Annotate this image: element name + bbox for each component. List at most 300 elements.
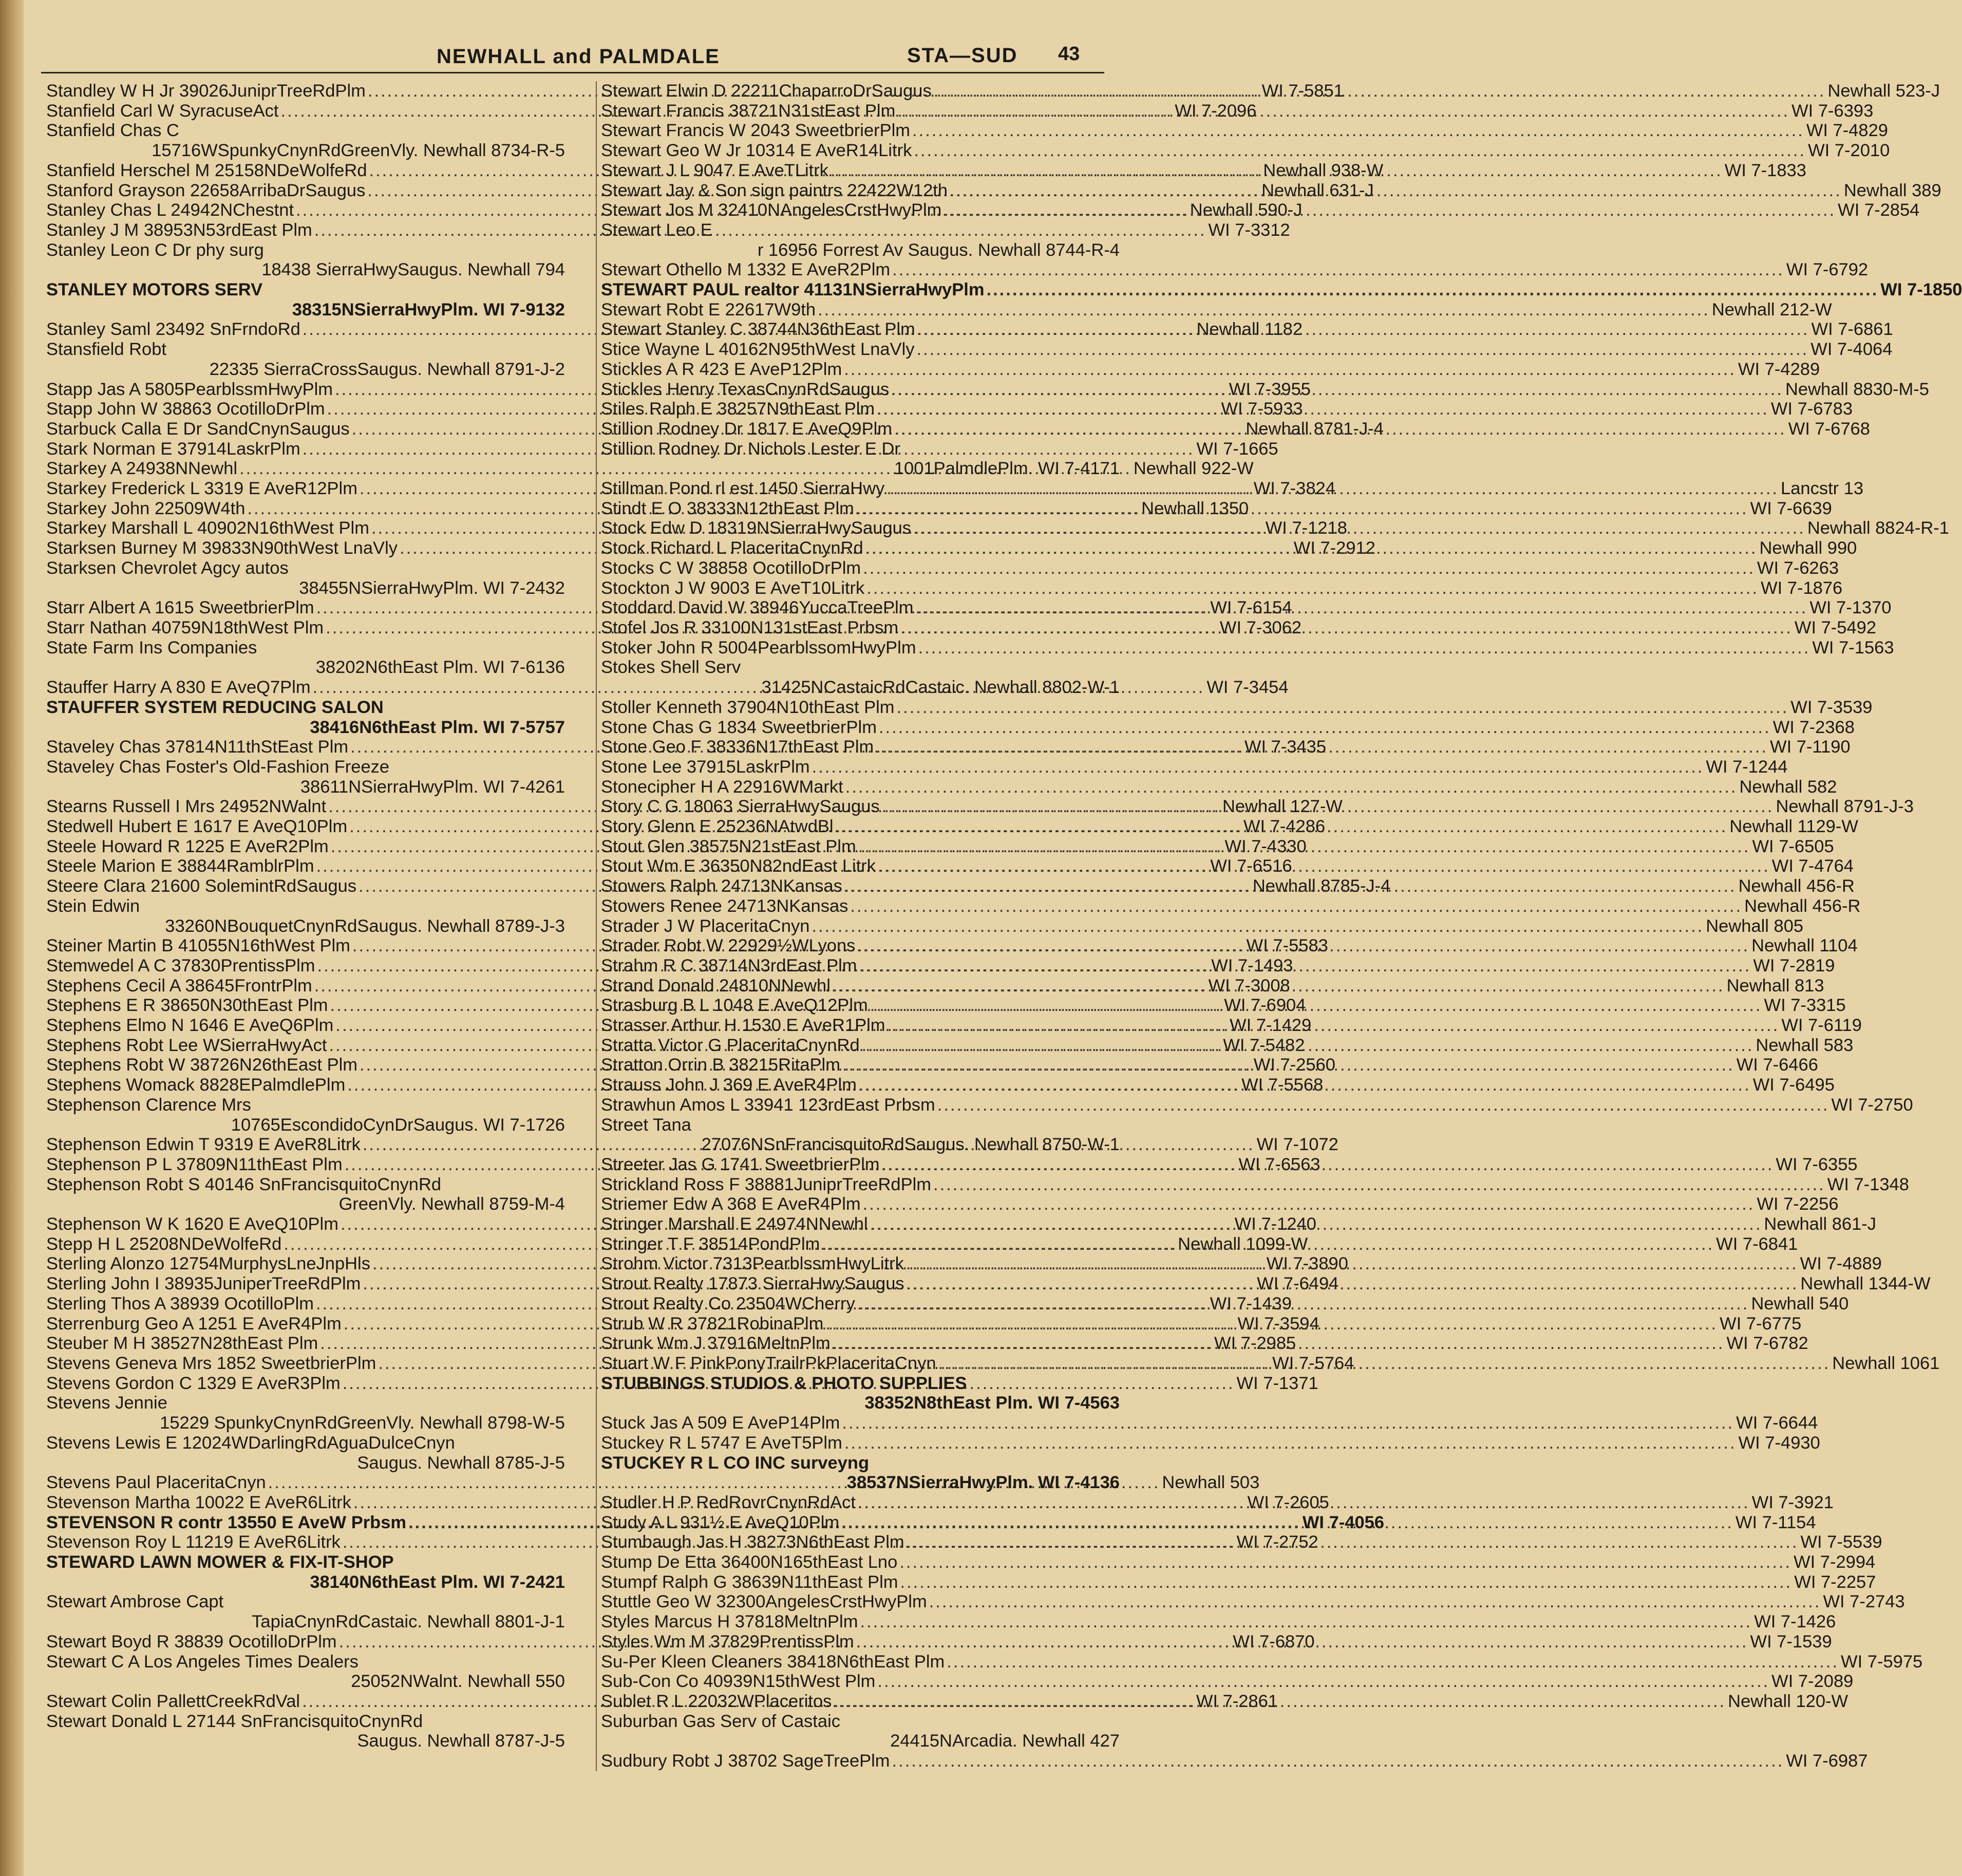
listing-continuation [46,1194,565,1214]
leader-dots [900,618,1793,638]
leader-dots [886,479,1779,499]
listing-phone: WI 7-3539 [1790,697,1873,717]
listing-phone: Newhall 523-J [1827,81,1940,101]
leader-dots [892,260,1784,280]
listing-continuation [46,141,565,161]
listing-phone: WI 7-1072 [1256,1135,1338,1155]
listing-entry [601,1712,1120,1751]
listing-phone: WI 7-4064 [1810,340,1893,360]
listing-line [601,1413,1818,1433]
listing-phone: WI 7-2256 [1757,1194,1839,1214]
listing-name: STUCKEY R L CO INC surveyng [601,1453,870,1473]
listing-name: Strohm Victor 7313PearblssmHwyLitrk [601,1254,904,1274]
listing-phone: Newhall 8787-J-5 [427,1731,565,1751]
listing-name: Starksen Burney M 39833N90thWest LnaVly [46,538,398,558]
listing-line [601,260,1869,280]
listing-phone: WI 7-1493 [1211,955,1293,975]
listing-phone: WI 7-6495 [1752,1075,1835,1095]
listing-entry [601,1572,1876,1592]
listing-address: 15716WSpunkyCnynRdGreenVly [152,141,413,161]
leader-dots [818,300,1710,320]
listing-name: Sterrenburg Geo A 1251 E AveR4Plm [46,1314,342,1334]
listing-entry [601,1194,1839,1214]
listing-phone: WI 7-2854 [1838,200,1920,220]
listing-phone: Newhall 212-W [1711,299,1832,320]
listing-continuation [46,718,565,738]
listing-name: Stephens Robt Lee WSierraHwyAct [46,1035,327,1055]
listing-continuation [46,1731,565,1751]
leader-dots [937,1095,1829,1115]
listing-phone: Newhall 938-W [1263,160,1384,180]
listing-separator: . [473,717,483,737]
leader-dots [897,101,1789,121]
listing-phone: WI 7-1218 [1265,518,1347,538]
listing-phone: WI 7-6904 [1224,996,1306,1016]
listing-continuation [46,1453,565,1473]
listing-phone: WI 7-3824 [1253,479,1335,499]
listing-address: 38416N6thEast Plm [310,717,474,737]
listing-phone: WI 7-4136 [1037,1473,1120,1493]
listing-name: Stone Lee 37915LaskrPlm [601,757,810,777]
listing-name: Stephenson Clarence Mrs [46,1095,251,1115]
listing-phone: WI 7-2421 [483,1572,565,1592]
listing-name: Stumbaugh Jas H 38273N6thEast Plm [601,1532,904,1552]
listing-entry [601,697,1873,718]
listing-phone: WI 7-4289 [1738,359,1820,379]
listing-entry [601,1672,1854,1692]
leader-dots [858,1493,1750,1513]
listing-phone: Newhall 550 [467,1672,565,1692]
listing-phone: Newhall 590-J [1190,200,1303,220]
listing-name: Stedwell Hubert E 1617 E AveQ10Plm [46,817,348,837]
listing-name: Stephenson Robt S 40146 SnFrancisquitoCnynRd [46,1174,442,1194]
listing-phone: Newhall 8744-R-4 [977,240,1120,260]
listing-name: Stewart J L 9047 E AveTLitrk [601,160,828,180]
listing-name: Stephens Elmo N 1646 E AveQ6Plm [46,1016,334,1036]
listing-name: Stuart W F PinkPonyTrailrPkPlaceritaCnyn [601,1354,936,1373]
listing-phone: WI 7-3062 [1219,617,1302,637]
listing-continuation [601,459,1120,479]
listing-name: Steele Howard R 1225 E AveR2Plm [46,836,329,856]
listing-phone: WI 7-6782 [1726,1334,1808,1354]
listing-phone: WI 7-1348 [1827,1174,1909,1194]
listing-separator: . [473,658,483,678]
listing-phone: WI 7-5851 [1261,81,1344,101]
listing-entry [46,896,565,936]
listing-name: Stock Edw D 18319NSierraHwySaugus [601,518,912,538]
listing-name: Stephenson P L 37809N11thEast Plm [46,1154,343,1174]
leader-dots [812,916,1704,936]
listing-name: Strader J W PlaceritaCnyn [601,916,810,936]
listing-phone: WI 7-1240 [1234,1214,1316,1234]
listing-name: Stewart Stanley C 38744N36thEast Plm [601,320,915,340]
listing-line [601,1433,1820,1453]
listing-address: 38202N6thEast Plm [315,658,474,678]
listing-phone: Newhall 8802-W-1 [974,678,1120,698]
listing-address: 31425NCastaicRdCastaic [761,678,965,698]
listing-phone: WI 7-6505 [1752,836,1834,856]
listing-phone: Newhall 540 [1751,1293,1849,1314]
listing-phone: WI 7-6792 [1786,260,1869,280]
listing-name: STEWARD LAWN MOWER & FIX-IT-SHOP [46,1552,394,1572]
listing-name: Sublet R L 22032WPlaceritos [601,1691,832,1711]
leader-dots [822,1234,1714,1254]
leader-dots [850,896,1742,916]
listing-phone: WI 7-6644 [1736,1413,1818,1433]
listing-name: Steele Marion E 38844RamblrPlm [46,856,314,876]
listing-phone: WI 7-6861 [1811,320,1893,340]
listing-name: Stratta Victor G PlaceritaCnynRd [601,1035,860,1055]
listing-phone: WI 7-1439 [1210,1293,1292,1314]
listing-separator: . [1028,1393,1038,1413]
leader-dots [833,1334,1725,1354]
listing-phone: Newhall 1061 [1832,1354,1940,1373]
listing-address: 38352N8thEast Plm [864,1393,1028,1413]
leader-dots [912,121,1804,141]
listing-name: Strauss John J 369 E AveR4Plm [601,1075,857,1095]
listing-name: Strout Realty Co 23504WCherry [601,1293,855,1314]
listing-address: 33260NBouquetCnynRdSaugus [165,916,418,936]
listing-phone: WI 7-2257 [1794,1572,1876,1592]
listing-name: Stanfield Carl W SyracuseAct [46,101,279,121]
listing-entry [46,121,565,160]
listing-phone: Newhall 1344-W [1800,1274,1931,1294]
listing-entry [46,1095,565,1135]
listing-line [601,757,1788,777]
listing-name: Strawhun Amos L 33941 123rdEast Prbsm [601,1095,935,1115]
listing-phone: WI 7-1190 [1770,737,1851,757]
listing-phone: WI 7-4563 [1037,1393,1120,1413]
leader-dots [870,996,1762,1016]
listing-phone: Newhall 1182 [1196,320,1303,340]
leader-dots [899,1552,1791,1572]
listing-phone: Newhall 813 [1726,975,1824,996]
listing-phone: WI 7-3312 [1208,220,1290,240]
leader-dots [913,518,1805,538]
listing-phone: Newhall 8830-M-5 [1785,379,1929,399]
listing-address: 38455NSierraHwyPlm [299,578,474,598]
listing-name: Studler H P RedRovrCnynRdAct [601,1492,856,1512]
leader-dots [858,837,1750,857]
listing-line [601,1174,1909,1195]
listing-name: Stephens E R 38650N30thEast Plm [46,996,328,1016]
leader-dots [987,280,1879,300]
listing-phone: Newhall 8791-J-2 [427,359,565,379]
listing-name: Stuttle Geo W 32300AngelesCrstHwyPlm [601,1592,927,1612]
listing-phone: WI 7-4056 [1302,1512,1385,1532]
listing-separator: . [417,1731,427,1751]
listing-line [601,1592,1905,1612]
leader-dots [844,360,1736,380]
listing-name: Stanfield Chas C [46,121,179,141]
listing-name: Stock Richard L PlaceritaCnynRd [601,538,863,558]
listing-name: Starkey A 24938NNewhl [46,459,238,479]
listing-name: Story Glenn E 25236NAtwdBl [601,817,834,837]
leader-dots [882,1155,1774,1175]
leader-dots [863,558,1755,578]
listing-phone: WI 7-3921 [1751,1492,1834,1512]
listing-phone: Newhall 582 [1739,777,1837,797]
leader-dots [877,399,1769,419]
listing-entry [601,637,1894,658]
listing-line [601,280,1962,300]
listing-name: Stewart Elwin D 22211ChaparroDrSaugus [601,81,932,101]
listing-address: 18438 SierraHwySaugus [261,260,458,280]
leader-dots [859,956,1751,976]
listing-continuation [601,1393,1120,1413]
listing-name: Strout Realty 17873 SierraHwySaugus [601,1274,904,1294]
listing-name: Stoddard David W 38946YuccaTreePlm [601,598,914,618]
listing-line [601,1194,1839,1214]
listing-separator: . [1028,459,1038,479]
listing-phone: WI 7-3315 [1764,996,1846,1016]
listing-name: Sterling John I 38935JuniperTreeRdPlm [46,1274,361,1294]
listing-entry [46,757,565,797]
listing-line [601,299,1832,320]
listing-name: Streeter Jas G 1741 SweetbrierPlm [601,1154,880,1174]
listing-phone: WI 7-4330 [1224,836,1307,856]
listing-phone: Newhall 8789-J-3 [427,916,565,936]
listing-phone: Newhall 1350 [1141,498,1249,518]
listing-phone: Newhall 794 [467,260,565,280]
listing-phone: WI 7-3890 [1266,1254,1348,1274]
listing-name: STUBBINGS STUDIOS & PHOTO SUPPLIES [601,1373,967,1393]
leader-dots [906,1254,1798,1274]
listing-name: Stein Edwin [46,896,140,916]
listing-entry [601,1413,1818,1433]
listing-name: Study A L 931½ E AveQ10Plm [601,1512,840,1532]
listing-name: STANLEY MOTORS SERV [46,280,263,300]
listing-continuation [46,658,565,678]
listing-continuation [46,1672,565,1692]
listing-phone: Lancstr 13 [1781,479,1864,499]
listing-address: 38537NSierraHwyPlm [846,1473,1028,1493]
listing-name: Stearns Russell I Mrs 24952NWalnt [46,797,327,817]
listing-name: Styles Marcus H 37818MeltnPlm [601,1612,858,1632]
listing-name: Stepp H L 25208NDeWolfeRd [46,1234,282,1254]
listing-name: Stillion Rodney Dr Nichols Lester E Dr [601,439,900,459]
listing-address: Saugus [357,1731,418,1751]
leader-dots [894,419,1786,439]
leader-dots [934,81,1826,101]
listing-address: Saugus [357,1453,418,1473]
listing-phone: WI 7-2819 [1753,955,1835,975]
leader-dots [836,817,1728,837]
listing-phone: WI 7-5764 [1272,1354,1354,1373]
listing-phone: WI 7-5583 [1246,936,1328,956]
listing-phone: WI 7-6987 [1786,1751,1868,1771]
directory-page [41,42,1962,1861]
listing-separator: . [473,1115,483,1135]
listing-phone: WI 7-1244 [1706,757,1788,777]
listing-entry [601,1453,1120,1493]
leader-dots [856,499,1748,519]
listing-name: Steiner Martin B 41055N16thWest Plm [46,936,350,956]
listing-name: Strub W R 37821RobinaPlm [601,1314,824,1334]
listing-entry [601,1095,1913,1115]
page-title: NEWHALL and PALMDALE [437,45,720,68]
listing-continuation [601,678,1120,698]
listing-name: Starr Nathan 40759N18thWest Plm [46,617,324,637]
alpha-range: STA—SUD [907,44,1018,67]
listing-phone: WI 7-3435 [1244,737,1327,757]
listing-phone: WI 7-2010 [1808,141,1890,161]
listing-name: Stowers Renee 24713NKansas [601,896,848,916]
listing-entry [601,1374,1120,1413]
listing-phone: WI 7-6466 [1736,1055,1818,1075]
listing-phone: Newhall 8801-J-1 [427,1612,565,1632]
listing-separator: . [409,1413,420,1433]
leader-dots [841,1513,1733,1533]
listing-name: Stewart Francis W 2043 SweetbrierPlm [601,121,911,141]
listing-name: Stevenson Martha 10022 E AveR6Litrk [46,1492,351,1512]
page-binding-edge [0,0,24,1876]
listing-phone: Newhall 427 [1022,1731,1120,1751]
listing-name: Strasburg B L 1048 E AveQ12Plm [601,996,868,1016]
listing-entry [46,1712,565,1751]
listing-name: Stanfield Herschel M 25158NDeWolfeRd [46,160,367,180]
listing-separator: . [411,1194,422,1214]
listing-continuation [601,1731,1120,1751]
listing-entry [601,1433,1820,1453]
listing-name: Stratton Orrin B 38215RitaPlm [601,1055,840,1075]
listing-continuation [46,260,565,280]
listing-separator: . [473,299,483,320]
listing-entry [46,240,565,280]
listing-separator: . [417,359,427,379]
listing-entry [601,717,1855,738]
listing-name: Stephenson W K 1620 E AveQ10Plm [46,1214,338,1234]
listing-entry [601,1751,1868,1771]
listing-name: Strahm R C 38714N3rdEast Plm [601,955,857,975]
listing-entry [46,1652,565,1692]
listing-separator: . [473,578,483,598]
listing-phone: WI 7-5492 [1794,617,1877,637]
listing-phone: Newhall 8759-M-4 [421,1194,565,1214]
listing-name: STEVENSON R contr 13550 E AveW Prbsm [46,1512,407,1532]
listing-phone: WI 7-4764 [1771,856,1854,876]
listing-line [601,637,1894,658]
listing-name: Starbuck Calla E Dr SandCnynSaugus [46,419,350,439]
listing-name: Stanford Grayson 22658ArribaDrSaugus [46,180,366,200]
listing-phone: Newhall 456-R [1744,896,1861,916]
listing-line [601,1095,1913,1115]
listing-entry [601,141,1890,161]
leader-dots [944,200,1836,220]
listing-name: Stephens Womack 8828EPalmdlePlm [46,1075,346,1095]
listing-phone: Newhall 127-W [1222,797,1343,817]
leader-dots [870,1214,1762,1234]
listing-entry [601,1652,1923,1672]
listing-name: Strasser Arthur H 1530 E AveR1Plm [601,1016,885,1036]
listing-phone: WI 7-1154 [1735,1512,1816,1532]
listing-phone: Newhall 8785-J-5 [427,1453,565,1473]
listing-name: Stapp Jas A 5805PearblssmHwyPlm [46,379,333,399]
listing-entry [601,757,1788,777]
listing-line [601,340,1893,360]
leader-dots [856,1632,1748,1652]
listing-entry [46,698,565,737]
listing-line [601,1572,1876,1592]
listing-entry [601,896,1861,916]
listing-line [601,1672,1854,1692]
listing-name: Stewart Colin PallettCreekRdVal [46,1691,300,1711]
listing-address: GreenVly [338,1194,411,1214]
listing-phone: WI 7-1426 [1754,1612,1836,1632]
listing-separator: . [473,1572,483,1592]
listing-separator: . [417,916,427,936]
listing-name: Stewart Othello M 1332 E AveR2Plm [601,260,891,280]
leader-dots [879,718,1771,738]
listing-name: Stone Chas G 1834 SweetbrierPlm [601,717,877,737]
listing-name: Stewart Boyd R 38839 OcotilloDrPlm [46,1631,337,1652]
listing-phone: Newhall 805 [1706,916,1804,936]
listing-name: Stevens Lewis E 12024WDarlingRdAguaDulceCnyn [46,1433,455,1453]
leader-dots [866,578,1759,598]
listing-entry [601,916,1804,936]
listing-name: Standley W H Jr 39026JuniprTreeRdPlm [46,81,366,101]
listing-phone: WI 7-6775 [1720,1314,1802,1334]
leader-dots [907,1532,1799,1552]
leader-dots [812,757,1704,777]
listing-separator: . [417,1612,427,1632]
listing-line [601,1652,1923,1672]
listing-line [601,717,1855,738]
listing-name: Stumpf Ralph G 38639N11thEast Plm [601,1572,898,1592]
listing-phone: Newhall 8750-W-1 [974,1135,1120,1155]
listing-name: Stice Wayne L 40162N95thWest LnaVly [601,340,915,360]
listing-entry [601,1174,1909,1195]
listing-name: Stocks C W 38858 OcotilloDrPlm [601,558,861,578]
leader-dots [907,1274,1799,1294]
listing-line [601,916,1804,936]
listing-phone: Newhall 1129-W [1729,817,1858,837]
listing-entry [601,1612,1836,1632]
page-header [41,42,1104,73]
listing-address: 38315NSierraHwyPlm [292,299,474,320]
listing-phone: WI 7-6768 [1788,419,1870,439]
listing-name: Stofel Jos R 33100N131stEast Prbsm [601,617,899,637]
listing-name: Stickles Henry TexasCnynRdSaugus [601,379,890,399]
listing-separator: . [417,1453,427,1473]
listing-name: Sterling Thos A 38939 OcotilloPlm [46,1293,314,1314]
listing-entry [601,299,1832,320]
listing-name: Stevens Geneva Mrs 1852 SweetbrierPlm [46,1354,376,1373]
listing-address: 15229 SpunkyCnynRdGreenVly [160,1413,410,1433]
listing-name: Stindt E O 38333N12thEast Plm [601,498,854,518]
listing-phone: WI 7-6870 [1233,1631,1315,1652]
listing-name: Stanley J M 38953N53rdEast Plm [46,220,312,240]
listing-name: Starkey John 22509W4th [46,498,246,518]
leader-dots [929,1592,1821,1612]
listing-name: Stewart Francis 38721N31stEast Plm [601,101,896,121]
listing-phone: WI 7-2912 [1293,538,1375,558]
leader-dots [900,1572,1793,1592]
listing-line [601,141,1890,161]
listing-name: Stewart Jay & Son sign paintrs 22422W12th [601,180,948,200]
listing-name: Stokes Shell Serv [601,658,741,678]
listing-phone: WI 7-2089 [1771,1672,1854,1692]
listing-continuation [46,1413,565,1433]
listing-phone: WI 7-4829 [1806,121,1888,141]
listing-name: Stark Norman E 37914LaskrPlm [46,439,300,459]
listing-line [601,1612,1836,1632]
listing-name: Su-Per Kleen Cleaners 38418N6thEast Plm [601,1652,945,1672]
listing-phone: WI 7-1370 [1809,598,1892,618]
listing-phone: Newhall 8785-J-4 [1252,876,1391,896]
leader-dots [825,1314,1718,1334]
listing-name: Stoller Kenneth 37904N10thEast Plm [601,697,895,717]
